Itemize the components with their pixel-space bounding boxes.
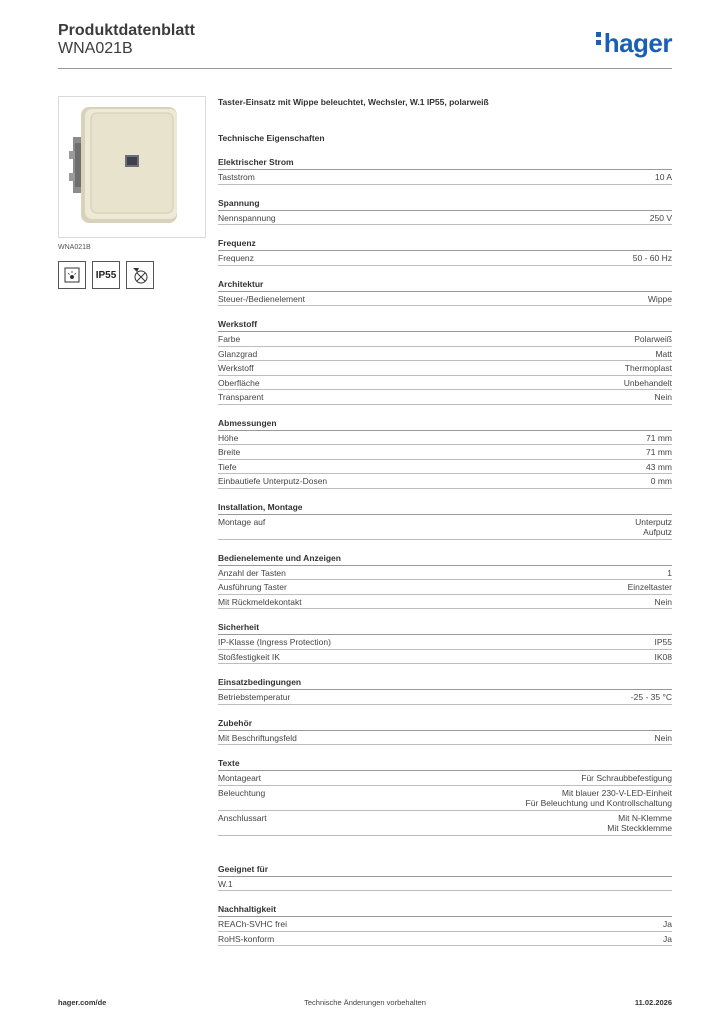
- spec-label: Stoßfestigkeit IK: [218, 651, 280, 662]
- spec-row: [218, 877, 672, 892]
- spec-row: [218, 251, 672, 266]
- left-column: [58, 96, 206, 289]
- spec-value: 43 mm: [646, 461, 672, 472]
- spec-label: Taststrom: [218, 172, 255, 182]
- spec-value: 10 A: [654, 172, 672, 182]
- spec-value: Wippe: [647, 293, 672, 304]
- spec-label: Nennspannung: [218, 212, 276, 223]
- spec-group: [218, 418, 672, 489]
- spec-group: [218, 864, 672, 892]
- page-header: [58, 22, 672, 70]
- spec-row: [218, 170, 672, 185]
- spec-row: [218, 211, 672, 226]
- footer-date: 11.02.2026: [634, 998, 672, 1007]
- spec-label: Oberfläche: [218, 377, 260, 388]
- logo-dots-icon: [596, 29, 602, 48]
- spec-label: Anschlussart: [218, 812, 267, 823]
- spec-label: Mit Rückmeldekontakt: [218, 596, 302, 607]
- spec-value: Nein: [654, 596, 672, 607]
- spec-label: Tiefe: [218, 461, 237, 472]
- rohs-icon: [126, 261, 154, 289]
- spec-value: Für Schraubbefestigung: [581, 773, 672, 783]
- spec-row: [218, 431, 672, 446]
- product-image: [58, 96, 206, 238]
- spec-row: [218, 376, 672, 391]
- spec-value: 71 mm: [646, 432, 672, 443]
- spec-value: 71 mm: [646, 447, 672, 457]
- spec-row: [218, 811, 672, 836]
- spec-label: Ausführung Taster: [218, 582, 287, 592]
- spec-group-title: Frequenz: [218, 238, 672, 251]
- spec-row: [218, 786, 672, 811]
- spec-group: [218, 157, 672, 185]
- spec-groups: [218, 157, 672, 946]
- spec-value: Matt: [655, 348, 672, 359]
- image-caption: WNA021B: [58, 244, 91, 251]
- header-divider: [58, 68, 672, 69]
- spec-row: [218, 361, 672, 376]
- spec-label: Anzahl der Tasten: [218, 567, 286, 578]
- spec-value: 0 mm: [650, 476, 672, 486]
- spec-group: [218, 904, 672, 946]
- spec-group: [218, 198, 672, 226]
- spec-value: Mit N-Klemme Mit Steckklemme: [607, 812, 672, 833]
- spec-row: [218, 566, 672, 581]
- spec-row: [218, 771, 672, 786]
- spec-group: [218, 622, 672, 664]
- product-title: Taster-Einsatz mit Wippe beleuchtet, Wechsler, W.1 IP55, polarweiß: [218, 97, 489, 107]
- spec-row: [218, 445, 672, 460]
- spec-group-title: Elektrischer Strom: [218, 157, 672, 170]
- spec-group: [218, 758, 672, 836]
- spec-value: 1: [667, 567, 672, 578]
- spec-value: -25 - 35 °C: [630, 692, 672, 702]
- footer-note: Technische Änderungen vorbehalten: [304, 998, 426, 1007]
- specification-column: [218, 97, 672, 946]
- spec-group-title: Sicherheit: [218, 622, 672, 635]
- spec-label: Montage auf: [218, 516, 266, 527]
- spec-value: IP55: [654, 637, 672, 647]
- spec-label: Betriebstemperatur: [218, 692, 291, 702]
- spec-label: Höhe: [218, 432, 239, 443]
- spec-value: Nein: [654, 392, 672, 402]
- spec-group-title: Texte: [218, 758, 672, 771]
- spec-row: [218, 650, 672, 665]
- spec-row: [218, 690, 672, 705]
- spec-label: Breite: [218, 447, 241, 457]
- spec-row: [218, 332, 672, 347]
- spec-row: [218, 390, 672, 405]
- spec-value: IK08: [654, 651, 672, 662]
- spec-value: Mit blauer 230-V-LED-Einheit Für Beleuchtung und Kontrollschaltung: [525, 787, 672, 808]
- spec-label: Werkstoff: [218, 363, 254, 373]
- spec-row: [218, 347, 672, 362]
- spec-row: [218, 515, 672, 540]
- spec-group-title: Werkstoff: [218, 319, 672, 332]
- spec-row: [218, 917, 672, 932]
- section-heading: Technische Eigenschaften: [218, 133, 325, 143]
- spec-label: Farbe: [218, 334, 241, 344]
- spec-group: [218, 718, 672, 746]
- spec-group-title: Architektur: [218, 279, 672, 292]
- spec-value: Ja: [663, 919, 672, 929]
- spec-row: [218, 635, 672, 650]
- spec-value: Unbehandelt: [623, 377, 672, 388]
- document-title: Produktdatenblatt: [58, 22, 195, 39]
- spec-label: Frequenz: [218, 253, 254, 263]
- spec-label: Steuer-/Bedienelement: [218, 293, 305, 304]
- spec-group-title: Einsatzbedingungen: [218, 677, 672, 690]
- spec-group-title: Zubehör: [218, 718, 672, 731]
- switch-illustration: [59, 97, 205, 237]
- spec-label: Beleuchtung: [218, 787, 266, 798]
- spec-label: RoHS-konform: [218, 933, 275, 944]
- spec-group: [218, 502, 672, 540]
- spec-group: [218, 553, 672, 610]
- spec-group-title: Geeignet für: [218, 864, 672, 877]
- spec-row: [218, 932, 672, 947]
- spec-group: [218, 677, 672, 705]
- footer-website: hager.com/de: [58, 998, 107, 1007]
- ip55-badge: IP55: [92, 261, 120, 289]
- spec-group-title: Installation, Montage: [218, 502, 672, 515]
- spec-value: 250 V: [649, 212, 672, 223]
- spec-row: [218, 292, 672, 307]
- spec-row: [218, 580, 672, 595]
- spec-value: Einzeltaster: [627, 582, 672, 592]
- spec-label: W.1: [218, 878, 233, 889]
- spec-label: Mit Beschriftungsfeld: [218, 732, 297, 743]
- spec-label: Montageart: [218, 773, 261, 783]
- spec-row: [218, 474, 672, 489]
- spec-group: [218, 238, 672, 266]
- spec-label: Einbautiefe Unterputz-Dosen: [218, 476, 328, 486]
- spec-value: Thermoplast: [624, 363, 672, 373]
- feature-icons: [58, 261, 206, 289]
- spec-value: 50 - 60 Hz: [632, 253, 672, 263]
- spec-group: [218, 319, 672, 405]
- spec-label: Glanzgrad: [218, 348, 258, 359]
- led-icon: [58, 261, 86, 289]
- spec-label: REACh-SVHC frei: [218, 919, 287, 929]
- article-number: WNA021B: [58, 40, 133, 57]
- spec-value: Ja: [663, 933, 672, 944]
- spec-group-title: Nachhaltigkeit: [218, 904, 672, 917]
- spec-label: Transparent: [218, 392, 264, 402]
- spec-value: Nein: [654, 732, 672, 743]
- spec-group: [218, 279, 672, 307]
- hager-logo: [596, 28, 672, 59]
- spec-group-title: Abmessungen: [218, 418, 672, 431]
- logo-text: hager: [603, 28, 672, 58]
- spec-row: [218, 460, 672, 475]
- spec-label: IP-Klasse (Ingress Protection): [218, 637, 331, 647]
- spec-value: Polarweiß: [634, 334, 672, 344]
- spec-group-title: Spannung: [218, 198, 672, 211]
- spec-row: [218, 595, 672, 610]
- spec-row: [218, 731, 672, 746]
- spec-group-title: Bedienelemente und Anzeigen: [218, 553, 672, 566]
- spec-value: Unterputz Aufputz: [635, 516, 672, 537]
